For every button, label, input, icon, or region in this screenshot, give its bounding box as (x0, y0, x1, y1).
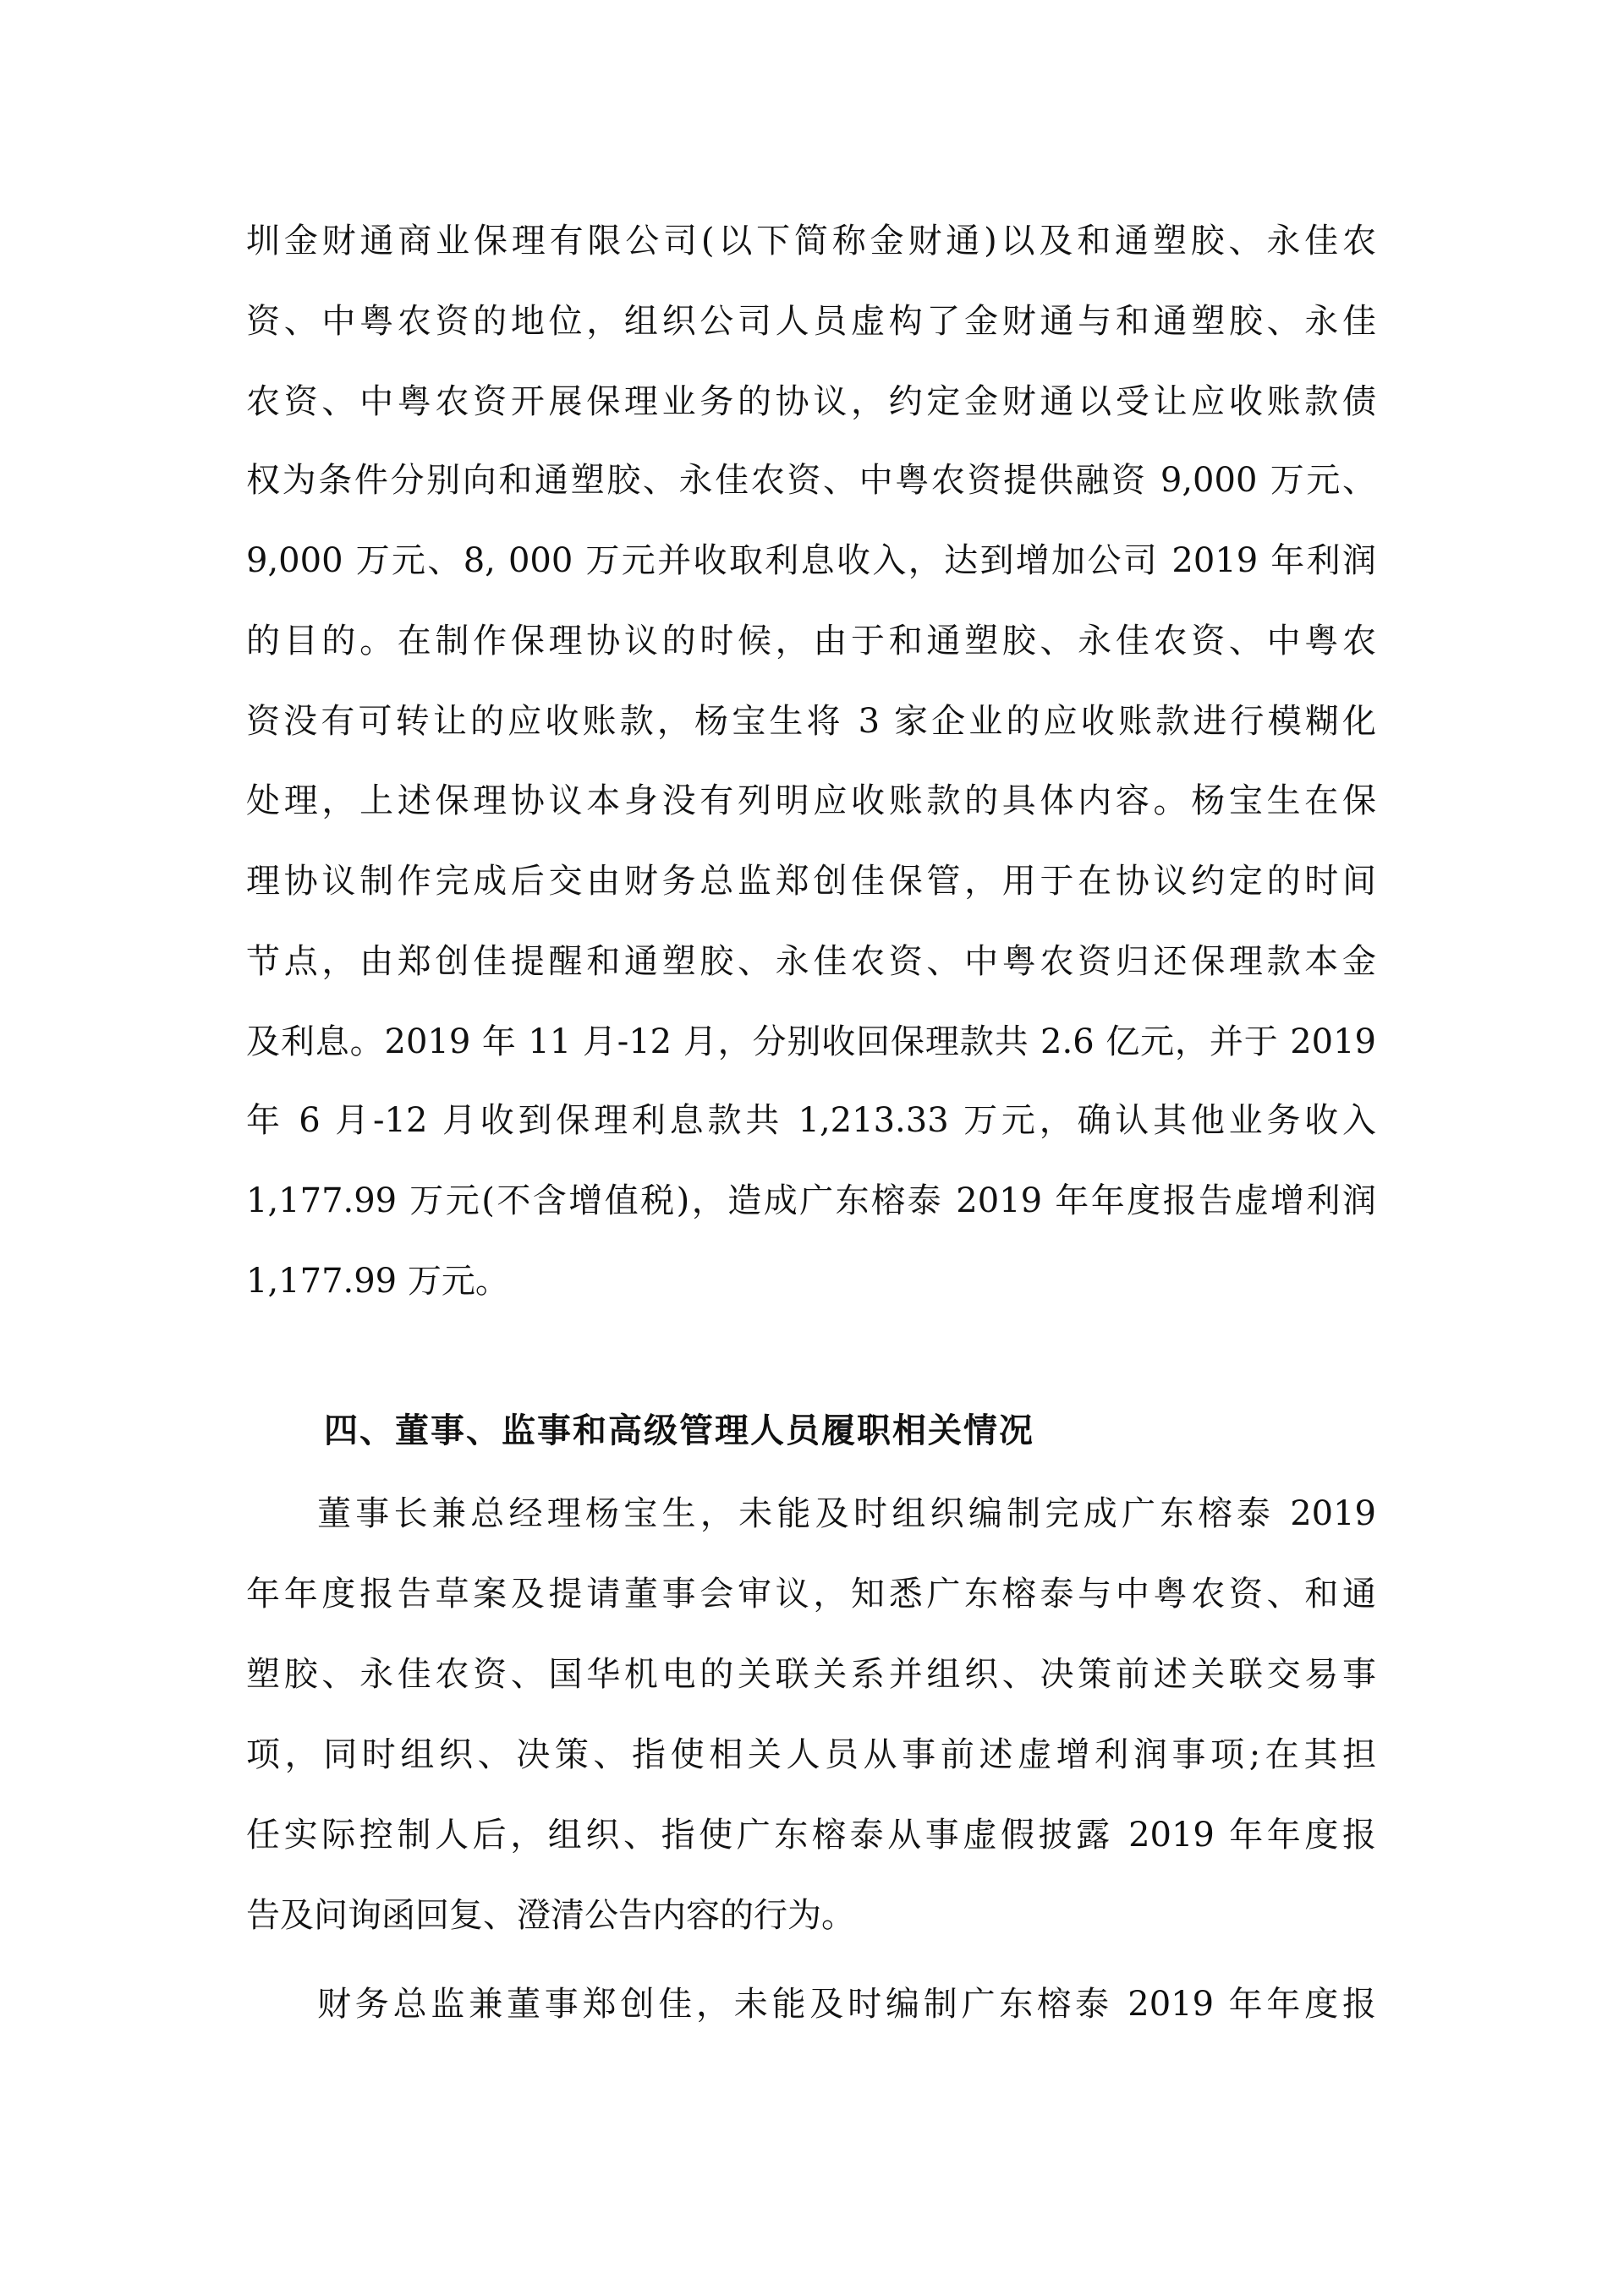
text-line: 财务总监兼董事郑创佳，未能及时编制广东榕泰 2019 年年度报 (317, 1985, 1376, 2024)
text-line: 1,177.99 万元(不含增值税)，造成广东榕泰 2019 年年度报告虚增利润 (246, 1181, 1376, 1220)
text-line: 处理，上述保理协议本身没有列明应收账款的具体内容。杨宝生在保 (246, 781, 1376, 820)
text-line: 节点，由郑创佳提醒和通塑胶、永佳农资、中粤农资归还保理款本金 (246, 942, 1376, 981)
section-heading: 四、董事、监事和高级管理人员履职相关情况 (324, 1411, 1034, 1450)
text-line: 董事长兼总经理杨宝生，未能及时组织编制完成广东榕泰 2019 (317, 1494, 1376, 1533)
text-line: 塑胶、永佳农资、国华机电的关联关系并组织、决策前述关联交易事 (246, 1655, 1376, 1694)
text-line: 年年度报告草案及提请董事会审议，知悉广东榕泰与中粤农资、和通 (246, 1575, 1376, 1614)
text-line: 1,177.99 万元。 (246, 1262, 509, 1301)
text-line: 年 6 月-12 月收到保理利息款共 1,213.33 万元，确认其他业务收入 (246, 1101, 1376, 1140)
text-line: 及利息。2019 年 11 月-12 月，分别收回保理款共 2.6 亿元，并于 2019 (246, 1022, 1376, 1061)
text-line: 的目的。在制作保理协议的时候，由于和通塑胶、永佳农资、中粤农 (246, 622, 1376, 660)
text-line: 9,000 万元、8, 000 万元并收取利息收入，达到增加公司 2019 年利润 (246, 541, 1376, 580)
text-line: 资、中粤农资的地位，组织公司人员虚构了金财通与和通塑胶、永佳 (246, 302, 1376, 341)
text-line: 农资、中粤农资开展保理业务的协议，约定金财通以受让应收账款债 (246, 382, 1376, 421)
text-line: 告及问询函回复、澄清公告内容的行为。 (246, 1896, 855, 1935)
text-line: 权为条件分别向和通塑胶、永佳农资、中粤农资提供融资 9,000 万元、 (246, 461, 1376, 500)
text-line: 理协议制作完成后交由财务总监郑创佳保管，用于在协议约定的时间 (246, 862, 1376, 901)
text-line: 资没有可转让的应收账款，杨宝生将 3 家企业的应收账款进行模糊化 (246, 702, 1376, 741)
text-line: 任实际控制人后，组织、指使广东榕泰从事虚假披露 2019 年年度报 (246, 1816, 1376, 1855)
text-line: 项，同时组织、决策、指使相关人员从事前述虚增利润事项;在其担 (246, 1735, 1376, 1774)
text-line: 圳金财通商业保理有限公司(以下简称金财通)以及和通塑胶、永佳农 (246, 222, 1376, 260)
